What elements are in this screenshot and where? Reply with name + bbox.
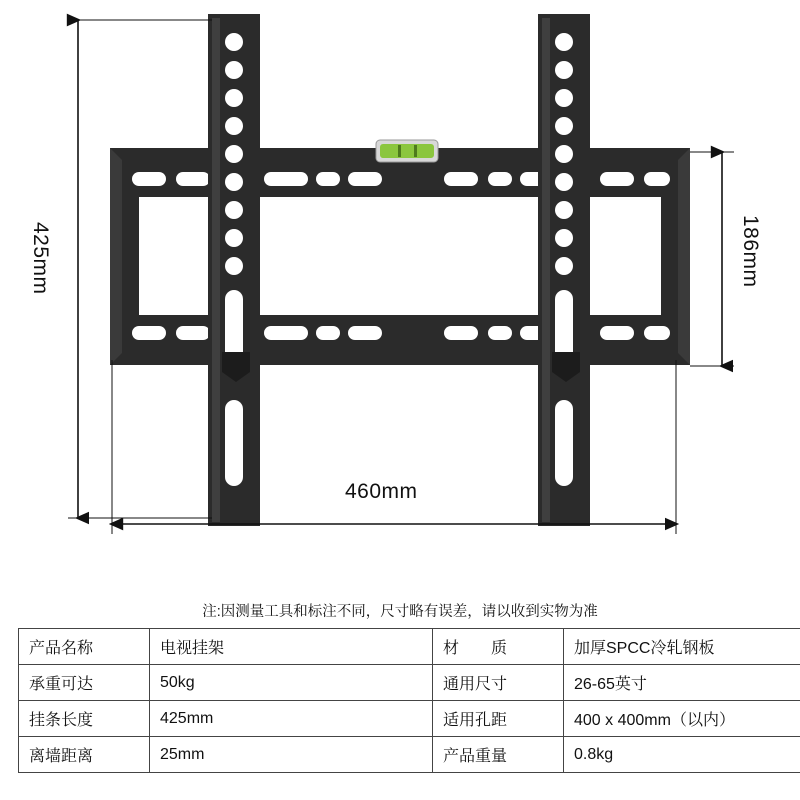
dimension-label-width: 460mm — [345, 480, 418, 503]
spec-value-load-capacity: 50kg — [150, 665, 433, 701]
spec-value-rail-length: 425mm — [150, 701, 433, 737]
left-hanging-rail — [208, 14, 260, 526]
spec-key-product-name: 产品名称 — [19, 629, 150, 665]
spec-value-product-name: 电视挂架 — [150, 629, 433, 665]
spec-key-hole-pattern: 适用孔距 — [433, 701, 564, 737]
dimension-height-186 — [690, 152, 734, 366]
spec-key-material: 材 质 — [433, 629, 564, 665]
measurement-note: 注:因测量工具和标注不同，尺寸略有误差，请以收到实物为准 — [202, 604, 598, 620]
spec-key-load-capacity: 承重可达 — [19, 665, 150, 701]
spec-value-material: 加厚SPCC冷轧钢板 — [564, 629, 800, 665]
spec-key-wall-distance: 离墙距离 — [19, 737, 150, 773]
spec-value-hole-pattern: 400 x 400mm（以内） — [564, 701, 800, 737]
spec-value-product-weight: 0.8kg — [564, 737, 800, 773]
dimension-label-height: 425mm — [29, 222, 52, 295]
spec-key-rail-length: 挂条长度 — [19, 701, 150, 737]
spec-value-wall-distance: 25mm — [150, 737, 433, 773]
table-row — [19, 701, 800, 737]
table-row — [19, 737, 800, 773]
bubble-level — [376, 140, 438, 162]
dimension-width-460 — [112, 360, 676, 534]
table-row — [19, 629, 800, 665]
spec-key-product-weight: 产品重量 — [433, 737, 564, 773]
right-hanging-rail — [538, 14, 590, 526]
specification-table — [18, 628, 800, 773]
spec-value-screen-size: 26-65英寸 — [564, 665, 800, 701]
spec-key-screen-size: 通用尺寸 — [433, 665, 564, 701]
dimension-label-plate-height: 186mm — [739, 215, 762, 288]
wall-plate — [110, 148, 690, 365]
table-row — [19, 665, 800, 701]
